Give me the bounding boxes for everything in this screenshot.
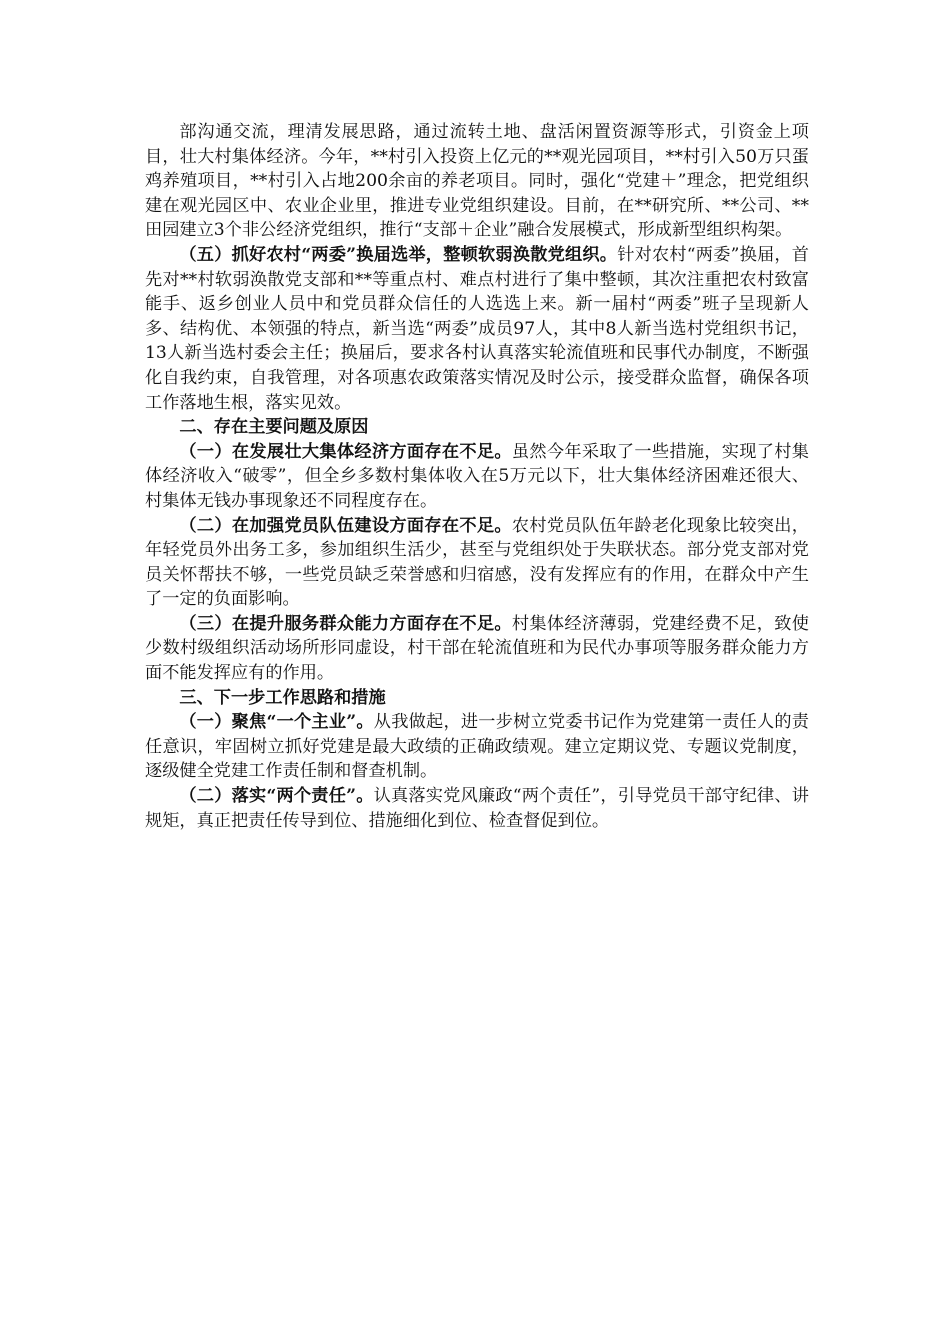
section-heading-2 xyxy=(145,415,809,440)
paragraph-lead: （三）在提升服务群众能力方面存在不足。 xyxy=(179,613,512,634)
heading-text: 二、存在主要问题及原因 xyxy=(179,417,369,438)
paragraph-text: 部沟通交流，理清发展思路，通过流转土地、盘活闲置资源等形式，引资金上项目，壮大村集体经济。今年，**村引入投资上亿元的**观光园项目，**村引入50万只蛋鸡养殖项目，**村引入占地200余亩的养老项目。同时，强化“党建＋”理念，把党组织建在观光园区中、农业企业里，推进专业党组织建设。目前，在**研究所、**公司、**田园建立3个非公经济党组织，推行“支部＋企业”融合发展模式，形成新型组织构架。 xyxy=(145,122,809,241)
paragraph-text: 虽然今年采取了一些措施，实现了村集体经济收入“破零”，但全乡多数村集体收入在5万元以下，壮大集体经济困难还很大、村集体无钱办事现象还不同程度存在。 xyxy=(145,441,809,511)
paragraph-section-2-2 xyxy=(145,514,809,612)
paragraph-lead: （五）抓好农村“两委”换届选举，整顿软弱涣散党组织。 xyxy=(179,244,618,265)
paragraph-section-1-5 xyxy=(145,243,809,415)
paragraph-text: 针对农村“两委”换届，首先对**村软弱涣散党支部和**等重点村、难点村进行了集中整顿，其次注重把农村致富能手、返乡创业人员中和党员群众信任的人选选上来。新一届村“两委”班子呈现新人多、结构优、本领强的特点，新当选“两委”成员97人，其中8人新当选村党组织书记，13人新当选村委会主任；换届后，要求各村认真落实轮流值班和民事代办制度，不断强化自我约束，自我管理，对各项惠农政策落实情况及时公示，接受群众监督，确保各项工作落地生根，落实见效。 xyxy=(145,244,809,413)
paragraph-section-2-3 xyxy=(145,612,809,686)
paragraph-lead: （二）在加强党员队伍建设方面存在不足。 xyxy=(179,515,512,536)
paragraph-text: 从我做起，进一步树立党委书记作为党建第一责任人的责任意识，牢固树立抓好党建是最大政绩的正确政绩观。建立定期议党、专题议党制度，逐级健全党建工作责任制和督查机制。 xyxy=(145,712,809,782)
paragraph-lead: （一）在发展壮大集体经济方面存在不足。 xyxy=(179,441,512,462)
heading-text: 三、下一步工作思路和措施 xyxy=(179,687,386,708)
paragraph-section-3-1 xyxy=(145,710,809,784)
paragraph-lead: （二）落实“两个责任”。 xyxy=(179,786,374,807)
section-heading-3 xyxy=(145,686,809,711)
paragraph-lead: （一）聚焦“一个主业”。 xyxy=(179,712,374,733)
paragraph-text: 认真落实党风廉政“两个责任”，引导党员干部守纪律、讲规矩，真正把责任传导到位、措施细化到位、检查督促到位。 xyxy=(145,786,809,831)
paragraph-text: 农村党员队伍年龄老化现象比较突出，年轻党员外出务工多，参加组织生活少，甚至与党组织处于失联状态。部分党支部对党员关怀帮扶不够，一些党员缺乏荣誉感和归宿感，没有发挥应有的作用，在群众中产生了一定的负面影响。 xyxy=(145,515,809,610)
paragraph-continuation xyxy=(145,120,809,243)
paragraph-section-2-1 xyxy=(145,440,809,514)
document-body xyxy=(145,120,809,833)
paragraph-text: 村集体经济薄弱，党建经费不足，致使少数村级组织活动场所形同虚设，村干部在轮流值班和为民代办事项等服务群众能力方面不能发挥应有的作用。 xyxy=(145,613,809,684)
paragraph-section-3-2 xyxy=(145,784,809,833)
